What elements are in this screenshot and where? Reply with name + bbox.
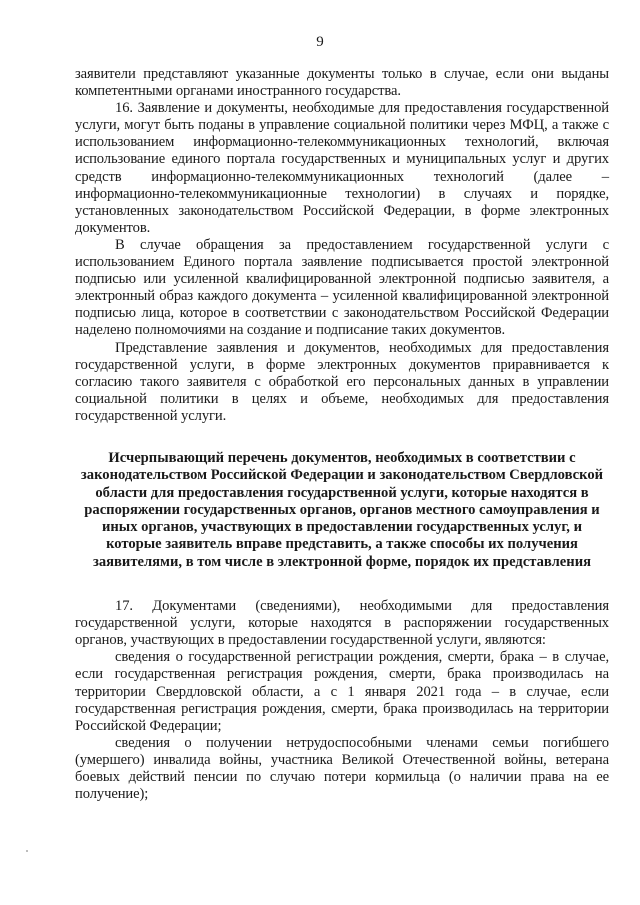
page-number: 9 (316, 34, 324, 50)
list-item-registration-info: сведения о государственной регистрации рождения, смерти, брака – в случае, если государственная регистрация рождения, смерти, брака производилась на территории Свердловской области, а с 1 января 2021 года – в случае, если государственная регистрация рождения, смерти, брака производилась на территории Российской Федерации; (75, 649, 609, 734)
list-item-pension-info: сведения о получении нетрудоспособными членами семьи погибшего (умершего) инвалида войны, участника Великой Отечественной войны, ветерана боевых действий пенсии по случаю потери кормильца (о наличии права на ее получение); (75, 734, 609, 803)
paragraph-17-documents: 17. Документами (сведениями), необходимыми для предоставления государственной услуги, которые находятся в распоряжении государственных органов, участвующих в предоставлении государственной услуги, являются: (75, 598, 609, 649)
document-body (75, 66, 609, 803)
scan-speck (26, 850, 28, 852)
paragraph-16-submission: 16. Заявление и документы, необходимые для предоставления государственной услуги, могут быть поданы в управление социальной политики через МФЦ, а также с использованием информационно-телекоммуникационных технологий, включая использование единого портала государственных и муниципальных услуг и других средств информационно-телекоммуникационных технологий (далее – информационно-телекоммуникационные технологии) в случаях и порядке, установленных законодательством Российской Федерации, в форме электронных документов. (75, 100, 609, 236)
section-heading: Исчерпывающий перечень документов, необходимых в соответствии с законодательством Российской Федерации и законодательством Свердловской области для предоставления государственной услуги, которые находятся в распоряжении государственных органов, органов местного самоуправления и иных органов, участвующих в предоставлении государственных услуг, и которые заявитель вправе представить, а также способы их получения заявителями, в том числе в электронной форме, порядок их представления (80, 449, 604, 570)
paragraph-continuation: заявители представляют указанные документы только в случае, если они выданы компетентными органами иностранного государства. (75, 66, 609, 100)
paragraph-electronic-consent: Представление заявления и документов, необходимых для предоставления государственной услуги, в форме электронных документов приравнивается к согласию такого заявителя с обработкой его персональных данных в управлении социальной политики в целях и объеме, необходимых для предоставления государственной услуги. (75, 339, 609, 424)
paragraph-single-portal: В случае обращения за предоставлением государственной услуги с использованием Единого портала заявление подписывается простой электронной подписью или усиленной квалифицированной электронной подписью заявителя, а электронный образ каждого документа – усиленной квалифицированной электронной подписью лица, которое в соответствии с законодательством Российской Федерации наделено полномочиями на создание и подписание таких документов. (75, 236, 609, 339)
